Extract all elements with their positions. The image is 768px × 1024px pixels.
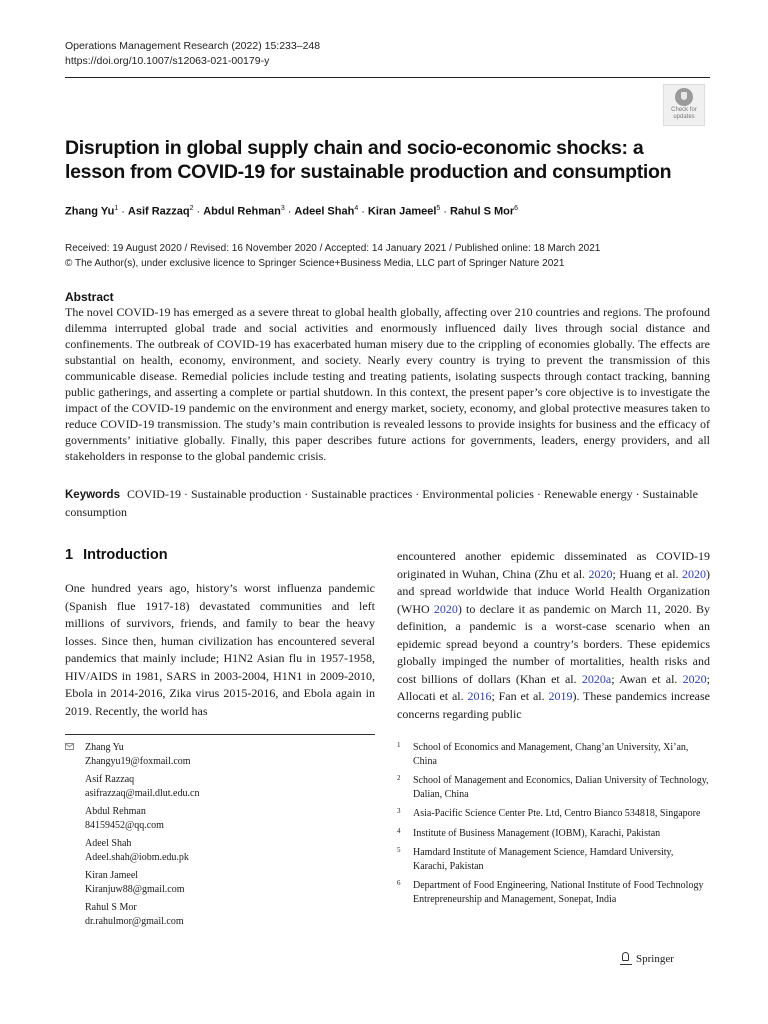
contact-entry [65, 869, 365, 896]
publication-dates [65, 242, 710, 271]
author-separator: · [361, 205, 365, 218]
body-text: ; Allocati et al. [397, 671, 710, 703]
body-text: encountered another epidemic disseminated as COVID-19 originated in Wuhan, China (Zhu et al. [397, 549, 710, 581]
check-for-updates-badge[interactable] [663, 84, 705, 126]
contact-email[interactable]: asifrazzaq@mail.dlut.edu.cn [85, 787, 200, 799]
citation-link[interactable]: 2020 [588, 566, 613, 581]
citation-link[interactable]: 2019 [548, 689, 573, 703]
contact-email[interactable]: dr.rahulmor@gmail.com [85, 915, 184, 927]
contact-name: Adeel Shah [85, 838, 132, 849]
body-text: ). These pandemics increase concerns regarding public [397, 689, 710, 721]
intro-right-column [397, 548, 710, 723]
keywords-text: COVID-19 · Sustainable production · Sustainable practices · Environmental policies · Renewable energy · Sustainable consumption [65, 487, 698, 519]
affiliation-marker[interactable]: 6 [514, 205, 519, 212]
section-number: 1 [65, 547, 74, 563]
author-list [65, 205, 705, 218]
author-name[interactable]: Adeel Shah [294, 205, 355, 218]
contact-name: Rahul S Mor [85, 902, 137, 913]
affiliation-entry [397, 879, 710, 906]
springer-horse-icon [620, 952, 632, 965]
keywords [65, 486, 710, 521]
abstract-body: The novel COVID-19 has emerged as a severe threat to global health globally, affecting over 210 countries and regions. The profound dilemma interrupted global trade and social activities and enormously influenced daily lives through social distance and confinements. The outbreak of COVID-19 has exacerbated human misery due to the crippling of economies globally. The effects are substantial on health, economy, environment, and society. Nearly every country is trying to prevent the transmission of this communicable disease. Remedial policies include testing and treating patients, isolating suspects through contact tracking, banning public gatherings, and asserting a complete or partial shutdown. In this context, the present paper’s core objective is to investigate the impact of the COVID-19 pandemic on the environment and energy market, society, economy, and global protective measures taken to reduce COVID-19 transmission. The study’s main contribution is revealed lessons to provide insights for business and the efficacy of governments’ initiative globally. Finally, this paper describes future actions for governments, leaders, energy providers, and all stakeholders in response to the global pandemic crisis. [65, 305, 710, 463]
affiliation-marker[interactable]: 5 [436, 205, 441, 212]
affiliation-number: 4 [397, 826, 401, 835]
envelope-icon [65, 743, 74, 750]
author-separator: · [287, 205, 292, 218]
crossmark-label: Check for updates [671, 107, 697, 120]
author-affiliations [397, 741, 710, 912]
journal-citation: Operations Management Research (2022) 15:233–248 [65, 40, 321, 52]
affiliation-entry [397, 827, 710, 841]
copyright-notice: © The Author(s), under exclusive licence to Springer Science+Business Media, LLC part of Springer Nature 2021 [65, 257, 565, 269]
section-title: Introduction [83, 547, 168, 563]
crossmark-icon [675, 88, 693, 106]
contact-email[interactable]: Zhangyu19@foxmail.com [85, 755, 191, 767]
affiliation-number: 3 [397, 807, 401, 815]
body-text: ; Awan et al. [611, 671, 683, 686]
affiliation-entry [397, 807, 710, 821]
contact-entry [65, 901, 365, 928]
contact-entry [65, 773, 365, 800]
affiliation-number: 6 [397, 879, 401, 887]
author-separator: · [196, 205, 201, 218]
citation-link[interactable]: 2020 [433, 601, 458, 616]
affiliation-entry [397, 741, 710, 768]
affiliation-marker[interactable]: 1 [114, 205, 119, 212]
contact-email[interactable]: 84159452@qq.com [85, 819, 164, 831]
body-text: ) and spread worldwide that induce World Health Organization (WHO [397, 566, 710, 616]
citation-link[interactable]: 2020a [581, 671, 612, 686]
citation-link[interactable]: 2020 [682, 566, 706, 581]
journal-header [65, 39, 710, 69]
contact-entry [65, 741, 365, 768]
body-text: ; Fan et al. [491, 689, 549, 703]
affiliation-text: Asia-Pacific Science Center Pte. Ltd, Centro Bianco 534818, Singapore [413, 808, 701, 819]
keywords-label: Keywords [65, 489, 120, 501]
intro-left-column: One hundred years ago, history’s worst influenza pandemic (Spanish flue 1917-18) devastated communities and left millions of survivors, friends, and family to bear the heavy losses. Since then, human civilization has encountered several pandemics that mainly include; H1N2 Asian flu in 1957-1958, HIV/AIDS in 1981, SARS in 2003-2004, H1N1 in 2009-2010, Ebola in 2014-2016, Zika virus 2015-2016, and Ebola again in 2019. Recently, the world has [65, 581, 375, 718]
author-contacts [65, 741, 365, 933]
author-separator: · [443, 205, 447, 218]
body-text: ; Huang et al. [612, 566, 682, 581]
article-title: Disruption in global supply chain and socio-economic shocks: a lesson from COVID-19 for sustainable production and consumption [65, 137, 672, 183]
affiliation-text: School of Management and Economics, Dalian University of Technology, Dalian, China [413, 775, 709, 800]
author-name[interactable]: Zhang Yu [65, 205, 115, 218]
contact-name: Asif Razzaq [85, 774, 135, 785]
affiliation-number: 5 [397, 846, 401, 854]
citation-link[interactable]: 2016 [467, 689, 492, 703]
contact-email[interactable]: Kiranjuw88@gmail.com [85, 883, 185, 895]
history-dates: Received: 19 August 2020 / Revised: 16 November 2020 / Accepted: 14 January 2021 / Published online: 18 March 2021 [65, 243, 601, 254]
section-heading [65, 547, 168, 563]
affiliation-text: Department of Food Engineering, National Institute of Food Technology Entrepreneurship and Management, Sonepat, India [413, 880, 704, 905]
affiliation-text: Hamdard Institute of Management Science, Hamdard University, Karachi, Pakistan [413, 847, 674, 872]
affiliation-text: School of Economics and Management, Chang’an University, Xi’an, China [413, 742, 689, 767]
affiliation-marker[interactable]: 2 [189, 205, 194, 212]
affiliation-entry [397, 846, 710, 873]
affiliation-number: 2 [397, 774, 401, 782]
contact-name: Abdul Rehman [85, 806, 146, 817]
affiliation-marker[interactable]: 3 [280, 205, 285, 212]
publisher-name: Springer [636, 952, 674, 965]
author-name[interactable]: Asif Razzaq [127, 205, 190, 218]
affiliation-entry [397, 774, 710, 801]
author-separator: · [121, 205, 125, 218]
abstract-heading: Abstract [65, 290, 114, 304]
affiliation-text: Institute of Business Management (IOBM), Karachi, Pakistan [413, 827, 661, 839]
contact-name: Kiran Jameel [85, 870, 139, 881]
affiliation-marker[interactable]: 4 [354, 205, 359, 212]
doi-link[interactable]: https://doi.org/10.1007/s12063-021-00179-y [65, 55, 270, 67]
contact-entry [65, 837, 365, 864]
contact-name: Zhang Yu [85, 742, 124, 753]
header-divider [65, 77, 710, 78]
footnote-divider [65, 734, 375, 735]
citation-link[interactable]: 2020 [682, 671, 707, 686]
publisher-logo [620, 952, 674, 965]
contact-entry [65, 805, 365, 832]
author-name[interactable]: Rahul S Mor [449, 205, 515, 218]
author-name[interactable]: Kiran Jameel [367, 205, 437, 218]
author-name[interactable]: Abdul Rehman [203, 205, 281, 218]
affiliation-number: 1 [397, 741, 401, 749]
contact-email[interactable]: Adeel.shah@iobm.edu.pk [85, 851, 189, 863]
body-text: ) to declare it as pandemic on March 11, 2020. By definition, a pandemic is a worst-case scenario when an epidemic spread beyond a country’s borders. These epidemics globally impinged the number of mortalities, health risks and cost billions of dollars (Khan et al. [397, 601, 711, 686]
